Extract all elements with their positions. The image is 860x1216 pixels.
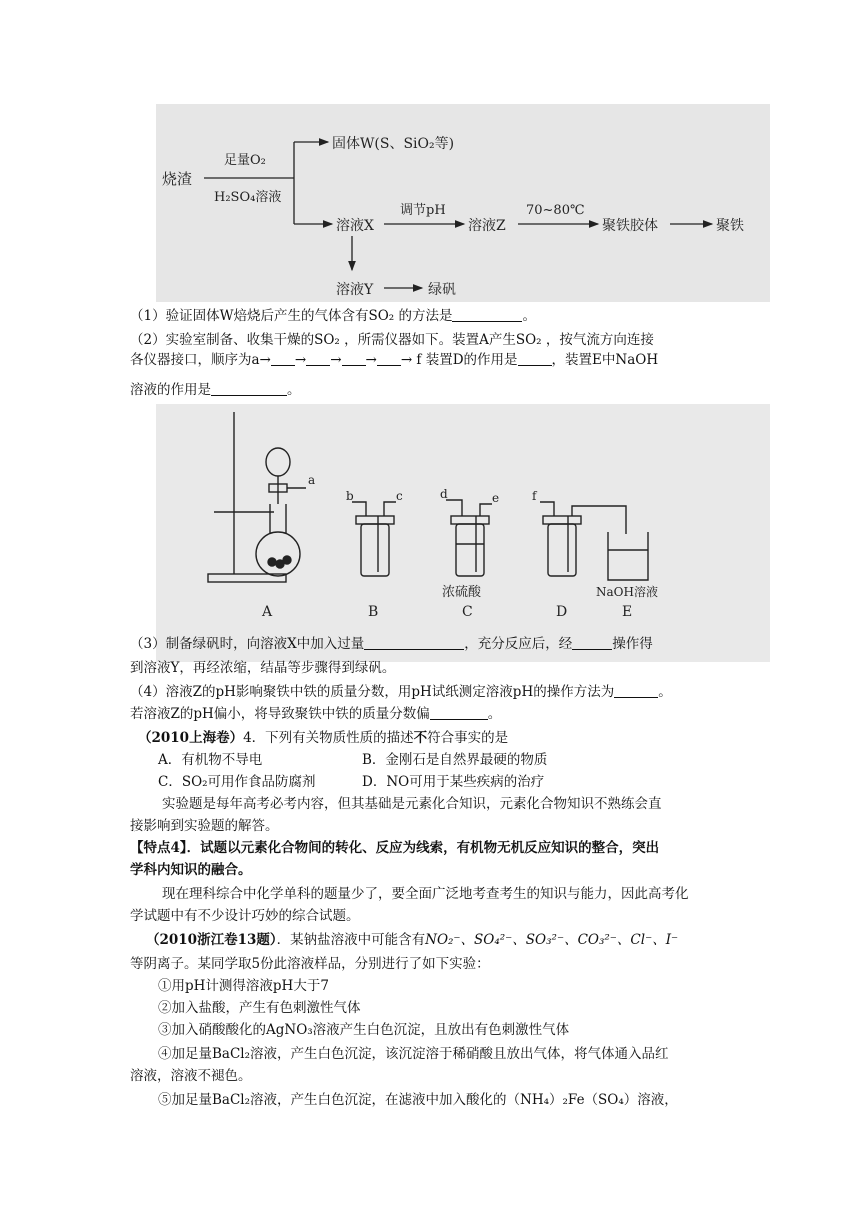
flow-solution-z: 溶液Z [468,218,506,234]
q2-blank-2 [306,351,330,366]
zhejiang-stem [146,930,678,950]
q3-line1-start: （3）制备绿矾时，向溶液X中加入过量 [130,636,365,652]
process-flowchart [156,104,770,302]
feature4-text-2: 学科内知识的融合。 [130,862,252,878]
q2-blank-4 [377,351,401,366]
port-c: c [396,489,403,503]
zhejiang-line2 [130,954,490,974]
experiment-1-text: ①用pH计测得溶液pH大于7 [158,978,329,994]
feature4-line2 [130,860,252,880]
feature4-text-1: 【特点4】．试题以元素化合物间的转化、反应为线索，有机物无机反应知识的整合，突出 [130,840,660,856]
flow-product: 聚铁 [716,218,744,234]
experiment-4 [158,1044,669,1064]
experiment-1 [158,976,329,996]
question-1 [130,306,536,326]
q2-arrow-3: → [365,352,377,368]
experiment-2-text: ②加入盐酸，产生有色刺激性气体 [158,1000,361,1016]
shanghai-stem-a: 4．下列有关物质性质的描述 [243,730,414,746]
flow-adjust-ph: 调节pH [400,203,446,218]
label-b: B [368,604,379,620]
flow-solid-w: 固体W(S、SiO₂等) [332,136,455,152]
question-2-line3 [130,380,301,400]
flow-temperature: 70~80℃ [526,203,585,218]
port-e: e [492,491,500,505]
q3-blank-1 [364,635,464,650]
experiment-4-text-b: 溶液，溶液不褪色。 [130,1068,252,1084]
label-c: C [462,604,473,620]
apparatus-diagram [156,404,770,662]
q2-line2-mid: → f 装置D的作用是 [400,352,518,368]
zhejiang-line2-text: 等阴离子。某同学取5份此溶液样品，分别进行了如下实验： [130,956,490,972]
experiment-3-text: ③加入硝酸酸化的AgNO₃溶液产生白色沉淀，且放出有色刺激性气体 [158,1022,570,1038]
intro-text-1: 现在理科综合中化学单科的题量少了，要全面广泛地考查考生的知识与能力，因此高考化 [162,886,689,902]
intro-text-2: 学试题中有不少设计巧妙的综合试题。 [130,908,360,924]
label-e: E [622,604,633,620]
q2-blank-6 [211,381,287,396]
experiment-5 [158,1090,678,1110]
question-4-line1 [130,682,672,702]
q1-end: 。 [522,308,536,324]
q4-blank-2 [430,705,488,720]
port-a: a [308,473,316,487]
q2-line2-start: 各仪器接口，顺序为a→ [130,352,271,368]
flow-green-vitriol: 绿矾 [428,282,456,298]
question-3-line1 [130,634,653,654]
q2-line1: （2）实验室制备、收集干燥的SO₂ ，所需仪器如下。装置A产生SO₂ ，按气流方向连接 [130,332,654,348]
intro-line1 [162,884,689,904]
flow-reagent-bottom: H₂SO₄溶液 [214,190,282,205]
shanghai-stem-b: 符合事实的是 [427,730,509,746]
question-4-line2 [130,704,501,724]
q2-arrow-1: → [294,352,307,368]
q4-line2-start: 若溶液Z的pH偏小，将导致聚铁中铁的质量分数偏 [130,706,430,722]
experiment-4-cont [130,1066,252,1086]
zhejiang-source: （2010浙江卷13题） [146,932,277,948]
question-3-line2 [130,658,395,678]
q2-line2-end: ，装置E中NaOH [551,352,659,368]
experiment-5-text: ⑤加足量BaCl₂溶液，产生白色沉淀，在滤液中加入酸化的（NH₄）₂Fe（SO₄）溶液， [158,1092,678,1108]
question-2-line2 [130,350,658,370]
flow-solution-y: 溶液Y [336,282,374,298]
comment-text-1: 实验题是每年高考必考内容，但其基础是元素化合知识，元素化合物知识不熟练会直 [162,796,662,812]
q1-text: （1）验证固体W焙烧后产生的气体含有SO₂ 的方法是 [130,308,453,324]
q2-arrow-2: → [330,352,342,368]
shanghai-stem-not: 不 [413,730,428,746]
q2-line3-end: 。 [287,382,301,398]
feature4-line1 [130,838,659,858]
option-c: C．SO₂可用作食品防腐剂 [158,774,316,790]
flow-solution-x: 溶液X [336,218,374,234]
intro-line2 [130,906,360,926]
option-b: B．金刚石是自然界最硬的物质 [362,752,548,768]
q4-line1-start: （4）溶液Z的pH影响聚铁中铁的质量分数，用pH试纸测定溶液pH的操作方法为 [130,684,615,700]
q2-blank-1 [271,351,295,366]
q2-blank-5 [518,351,552,366]
shanghai-stem [138,728,508,748]
q2-line3-start: 溶液的作用是 [130,382,211,398]
comment-line2 [130,816,279,836]
experiment-4-text-a: ④加足量BaCl₂溶液，产生白色沉淀，该沉淀溶于稀硝酸且放出气体，将气体通入品红 [158,1046,669,1062]
q3-line2: 到溶液Y，再经浓缩，结晶等步骤得到绿矾。 [130,660,396,676]
q4-line2-end: 。 [487,706,502,722]
q4-blank-1 [614,683,658,698]
q3-line1-mid: ，充分反应后，经 [464,636,573,652]
flow-colloid: 聚铁胶体 [602,218,658,234]
port-f: f [532,489,537,503]
option-d: D．NO可用于某些疾病的治疗 [362,774,545,790]
q3-blank-2 [572,635,612,650]
option-a: A．有机物不导电 [158,752,263,768]
flow-reagent-top: 足量O₂ [224,153,266,168]
shanghai-options-cd [158,772,544,792]
reagent-e: NaOH溶液 [596,585,658,599]
flow-start: 烧渣 [162,170,193,188]
comment-line1 [162,794,662,814]
zhejiang-stem-text: ．某钠盐溶液中可能含有 [276,932,426,948]
q1-blank [452,307,522,322]
comment-text-2: 接影响到实验题的解答。 [130,818,279,834]
label-a: A [262,604,273,620]
experiment-3 [158,1020,569,1040]
zhejiang-ions: NO₂⁻、SO₄²⁻、SO₃²⁻、CO₃²⁻、Cl⁻、I⁻ [425,932,679,948]
q3-line1-end: 操作得 [612,636,653,652]
q4-line1-end: 。 [658,684,672,700]
port-d: d [440,487,448,501]
shanghai-options-ab [158,750,547,770]
port-b: b [346,489,354,503]
q2-blank-3 [342,351,366,366]
question-2-line1 [130,330,654,350]
reagent-c: 浓硫酸 [442,585,482,600]
shanghai-source: （2010上海卷） [138,730,244,746]
label-d: D [556,604,568,620]
experiment-2 [158,998,361,1018]
